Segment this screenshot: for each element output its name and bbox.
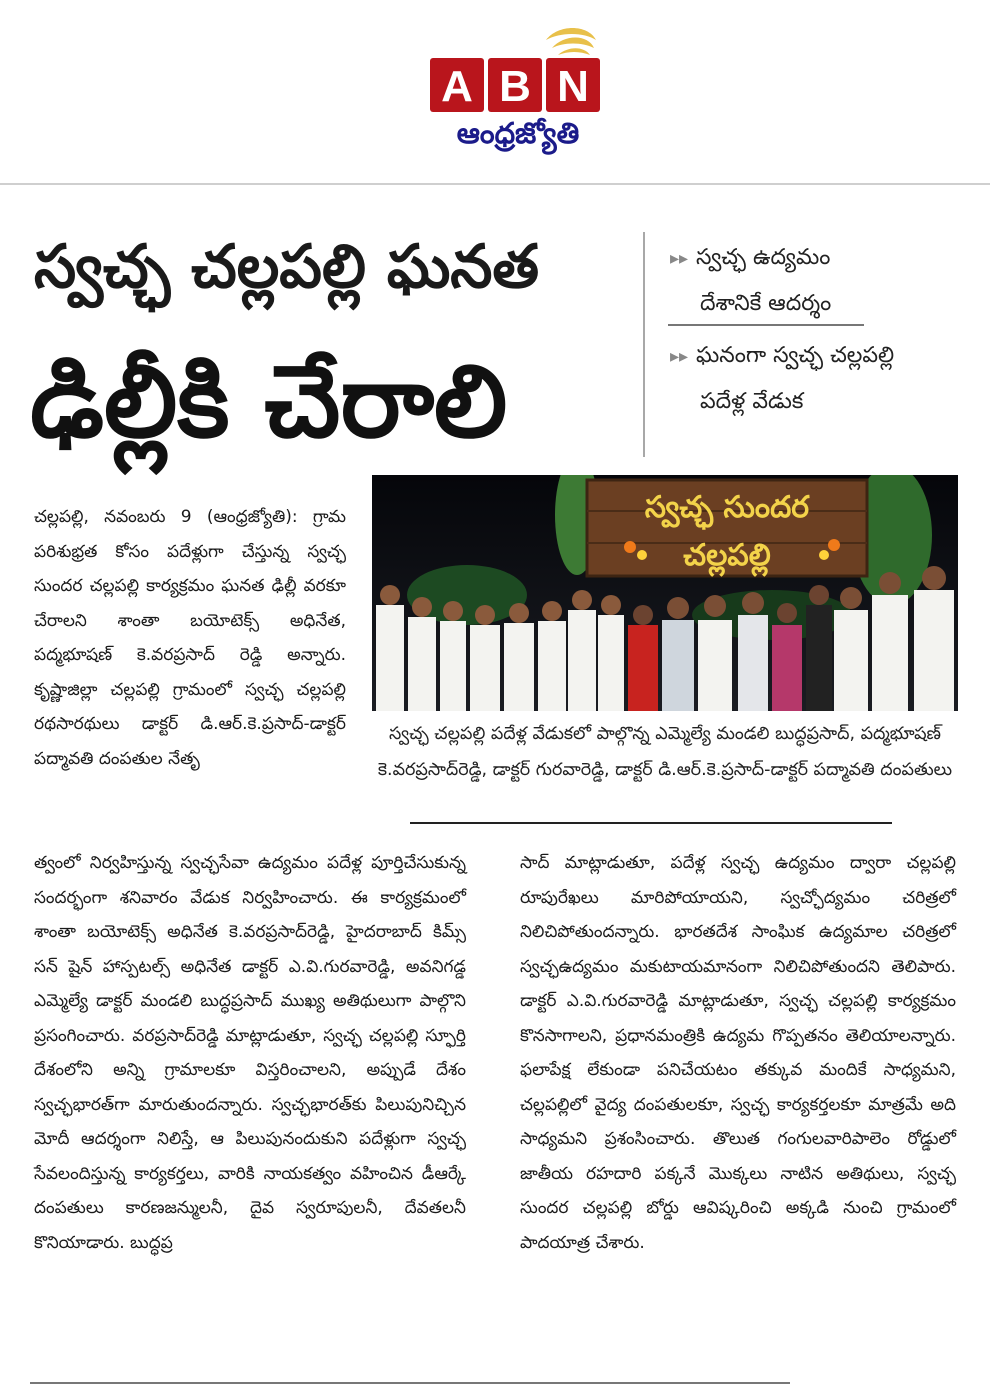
board-line-1: స్వచ్ఛ సుందర <box>644 490 810 525</box>
highlight-2-line-1 <box>670 334 894 379</box>
column-text: త్వంలో నిర్వహిస్తున్న స్వచ్ఛసేవా ఉద్యమం పదేళ్ల పూర్తిచేసుకున్న సందర్భంగా శనివారం వేడుక నిర్వహించారు. ఈ కార్యక్రమంలో శాంతా బయోటెక్స్ అధినేత కె.వరప్రసాద్‌రెడ్డి, హైదరాబాద్ కిమ్స్ సన్ షైన్ హాస్పటల్స్ అధినేత డాక్టర్ ఎ.వి.గురవారెడ్డి, అవనిగడ్డ ఎమ్మెల్యే డాక్టర్ మండలి బుద్ధప్రసాద్ ముఖ్య అతిథులుగా పాల్గొని ప్రసంగించారు. వరప్రసాద్‌రెడ్డి మాట్లాడుతూ, స్వచ్ఛ చల్లపల్లి స్ఫూర్తి దేశంలోని అన్ని గ్రామాలకూ విస్తరించాలని, అప్పుడే దేశం స్వచ్ఛభారత్‌గా మారుతుందన్నారు. స్వచ్ఛభారత్‌కు పిలుపునిచ్చిన మోదీ ఆదర్శంగా నిలిస్తే, ఆ పిలుపునందుకుని పదేళ్లుగా స్వచ్ఛ సేవలందిస్తున్న కార్యకర్తలు, వారికి నాయకత్వం వహించిన డీఆర్కే దంపతులు కారణజన్ములనీ, దైవ స్వరూపులనీ, దేవతలనీ కొనియాడారు. బుద్ధప్ర <box>34 853 466 1253</box>
newspaper-name: ఆంధ్రజ్యోతి <box>456 116 580 150</box>
logo-letter-a: A <box>441 62 473 111</box>
highlights-divider <box>643 232 645 457</box>
double-arrow-icon: ▸▸ <box>670 346 689 367</box>
abn-logo-mark <box>428 22 608 122</box>
photo-caption: స్వచ్ఛ చల్లపల్లి పదేళ్ల వేడుకలో పాల్గొన్న ఎమ్మెల్యే మండలి బుద్ధప్రసాద్, పద్మభూషణ్ కె.వరప్రసాద్‌రెడ్డి, డాక్టర్ గురవారెడ్డి, డాక్టర్ డి.ఆర్.కె.ప్రసాద్-డాక్టర్ పద్మావతి దంపతులు <box>377 724 953 780</box>
article-column-2 <box>34 846 466 1260</box>
masthead-divider <box>0 183 990 185</box>
board-line-2: చల్లపల్లి <box>683 538 771 573</box>
headline-main: ఢిల్లీకి చేరాలి <box>30 343 508 460</box>
highlight-separator <box>668 324 864 326</box>
bottom-divider <box>30 1382 790 1384</box>
logo-letter-b: B <box>499 62 531 111</box>
column-text: సాద్ మాట్లాడుతూ, పదేళ్ల స్వచ్ఛ ఉద్యమం ద్వారా చల్లపల్లి రూపురేఖలు మారిపోయాయని, స్వచ్ఛోద్యమం చరిత్రలో నిలిచిపోతుందన్నారు. భారతదేశ సాంఘిక ఉద్యమాల చరిత్రలో స్వచ్ఛఉద్యమం మకుటాయమానంగా నిలిచిపోతుందని తెలిపారు. డాక్టర్ ఎ.వి.గురవారెడ్డి మాట్లాడుతూ, స్వచ్ఛ చల్లపల్లి కార్యక్రమం కొనసాగాలని, ప్రధానమంత్రికి ఉద్యమ గొప్పతనం తెలియాలన్నారు. ఫలాపేక్ష లేకుండా పనిచేయటం తక్కువ మందికే సాధ్యమని, చల్లపల్లిలో వైద్య దంపతులకూ, స్వచ్ఛ కార్యకర్తలకూ మాత్రమే అది సాధ్యమని ప్రశంసించారు. తొలుత గంగులవారిపాలెం రోడ్డులో జాతీయ రహదారి పక్కనే మొక్కలు నాటిన అతిథులు, స్వచ్ఛ సుందర చల్లపల్లి బోర్డు ఆవిష్కరించి అక్కడి నుంచి గ్రామంలో పాదయాత్ర చేశారు. <box>520 853 956 1253</box>
masthead <box>0 0 990 183</box>
article-column-1 <box>34 500 346 776</box>
event-photo-illustration <box>372 475 958 711</box>
highlight-1-line-1 <box>670 236 830 281</box>
event-photo <box>372 475 958 711</box>
caption-underline <box>410 822 892 824</box>
highlight-text: ఘనంగా స్వచ్ఛ చల్లపల్లి <box>696 343 895 368</box>
double-arrow-icon: ▸▸ <box>670 248 689 269</box>
highlight-1-line-2: దేశానికే ఆదర్శం <box>700 291 832 316</box>
headline-kicker: స్వచ్ఛ చల్లపల్లి ఘనత <box>34 232 540 302</box>
abn-logo <box>428 22 608 172</box>
highlight-text: స్వచ్ఛ ఉద్యమం <box>696 245 831 270</box>
highlight-2-line-2: పదేళ్ల వేడుక <box>700 389 804 414</box>
article-column-3 <box>520 846 956 1260</box>
column-text: చల్లపల్లి, నవంబరు 9 (ఆంధ్రజ్యోతి): గ్రామ పరిశుభ్రత కోసం పదేళ్లుగా చేస్తున్న స్వచ్ఛ సుందర చల్లపల్లి కార్యక్రమం ఘనత ఢిల్లీ వరకూ చేరాలని శాంతా బయోటెక్స్ అధినేత, పద్మభూషణ్ కె.వరప్రసాద్ రెడ్డి అన్నారు. కృష్ణాజిల్లా చల్లపల్లి గ్రామంలో స్వచ్ఛ చల్లపల్లి రథసారథులు డాక్టర్ డి.ఆర్.కె.ప్రసాద్-డాక్టర్ పద్మావతి దంపతుల నేతృ <box>34 507 346 769</box>
logo-letter-n: N <box>557 62 589 111</box>
